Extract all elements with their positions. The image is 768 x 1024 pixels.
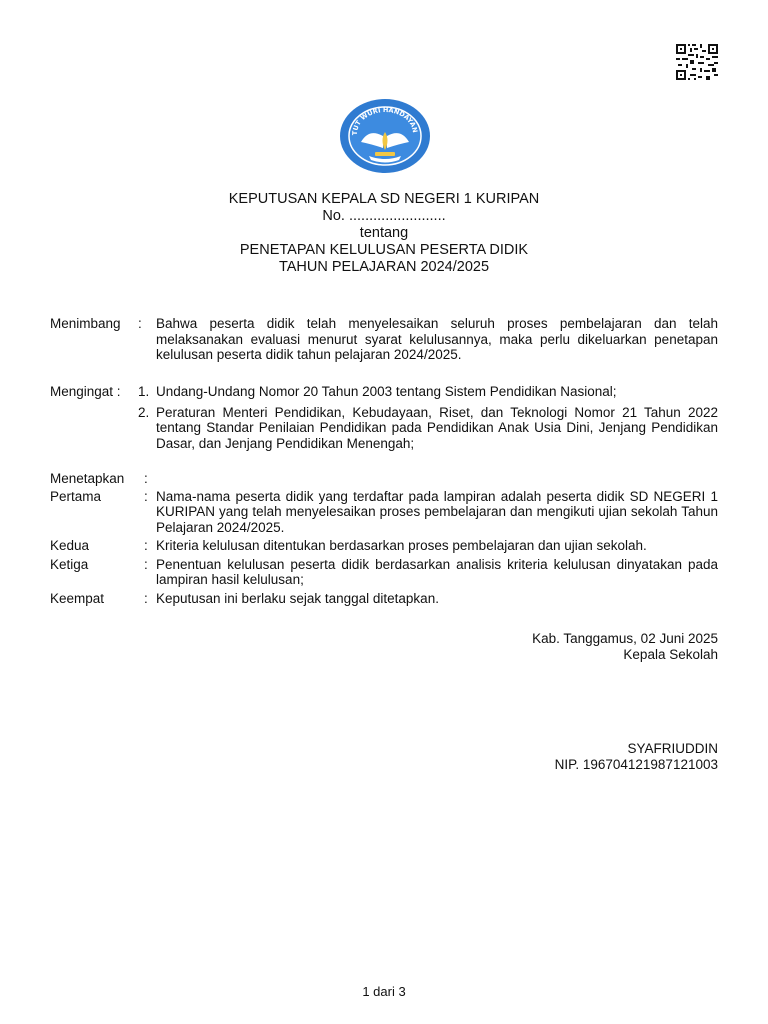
logo-motto: TUT WURI HANDAYAN xyxy=(350,105,420,136)
ketiga-text: Penentuan kelulusan peserta didik berdasarkan analisis kriteria kelulusan dinyatakan pada lampiran hasil kelulusan; xyxy=(156,556,718,587)
ketiga-label: Ketiga xyxy=(50,556,89,572)
document-header xyxy=(0,191,768,276)
mengingat-item-text: Undang-Undang Nomor 20 Tahun 2003 tentang Sistem Pendidikan Nasional; xyxy=(156,384,617,399)
keempat-label: Keempat xyxy=(50,590,105,606)
qr-code-icon xyxy=(676,44,718,80)
decree-number: No. ........................ xyxy=(322,208,446,224)
kedua-colon: : xyxy=(144,538,148,553)
place-date: Kab. Tanggamus, 02 Juni 2025 xyxy=(532,631,718,646)
decree-year: TAHUN PELAJARAN 2024/2025 xyxy=(278,259,490,275)
kedua-label: Kedua xyxy=(50,538,90,553)
tut-wuri-handayani-logo xyxy=(339,98,431,174)
signature-name-block xyxy=(555,741,718,772)
pertama-text: Nama-nama peserta didik yang terdaftar pada lampiran adalah peserta didik SD NEGERI 1 KURIPAN yang telah menyelesaikan proses pembelajaran dan mengikuti ujian sekolah Tahun Pelajaran 2024/2025. xyxy=(156,488,718,535)
mengingat-section xyxy=(50,384,718,451)
mengingat-item-number: 1. xyxy=(138,384,150,399)
pertama-colon: : xyxy=(144,488,148,504)
signer-title: Kepala Sekolah xyxy=(623,646,718,662)
mengingat-label: Mengingat : xyxy=(50,384,121,399)
menetapkan-label: Menetapkan xyxy=(50,471,125,486)
menimbang-colon: : xyxy=(138,316,142,331)
ketiga-colon: : xyxy=(144,556,148,572)
decree-subject: PENETAPAN KELULUSAN PESERTA DIDIK xyxy=(239,242,529,258)
keempat-colon: : xyxy=(144,590,148,606)
menetapkan-colon: : xyxy=(144,471,148,486)
pertama-label: Pertama xyxy=(50,488,102,504)
signer-nip: NIP. 196704121987121003 xyxy=(554,756,718,772)
signer-name: SYAFRIUDDIN xyxy=(627,741,718,756)
decree-title: KEPUTUSAN KEPALA SD NEGERI 1 KURIPAN xyxy=(228,191,540,207)
menimbang-label: Menimbang xyxy=(50,316,121,331)
page-number: 1 dari 3 xyxy=(362,984,406,999)
menetapkan-section xyxy=(50,471,718,606)
kedua-text: Kriteria kelulusan ditentukan berdasarkan proses pembelajaran dan ujian sekolah. xyxy=(156,538,647,553)
menimbang-text: Bahwa peserta didik telah menyelesaikan seluruh proses pembelajaran dan telah melaksanakan evaluasi menurut syarat kelulusannya, maka perlu dikeluarkan penetapan kelulusan peserta didik tahun pelajaran 2024/2025. xyxy=(156,316,718,362)
menimbang-section xyxy=(50,316,718,363)
keempat-text: Keputusan ini berlaku sejak tanggal ditetapkan. xyxy=(156,590,439,606)
signature-date-block xyxy=(532,631,718,662)
mengingat-item-number: 2. xyxy=(138,404,150,420)
decree-about: tentang xyxy=(359,225,409,241)
mengingat-item-text: Peraturan Menteri Pendidikan, Kebudayaan, Riset, dan Teknologi Nomor 21 Tahun 2022 tentang Standar Penilaian Pendidikan pada Pendidikan Anak Usia Dini, Jenjang Pendidikan Dasar, dan Jenjang Pendidikan Menengah; xyxy=(156,404,718,451)
